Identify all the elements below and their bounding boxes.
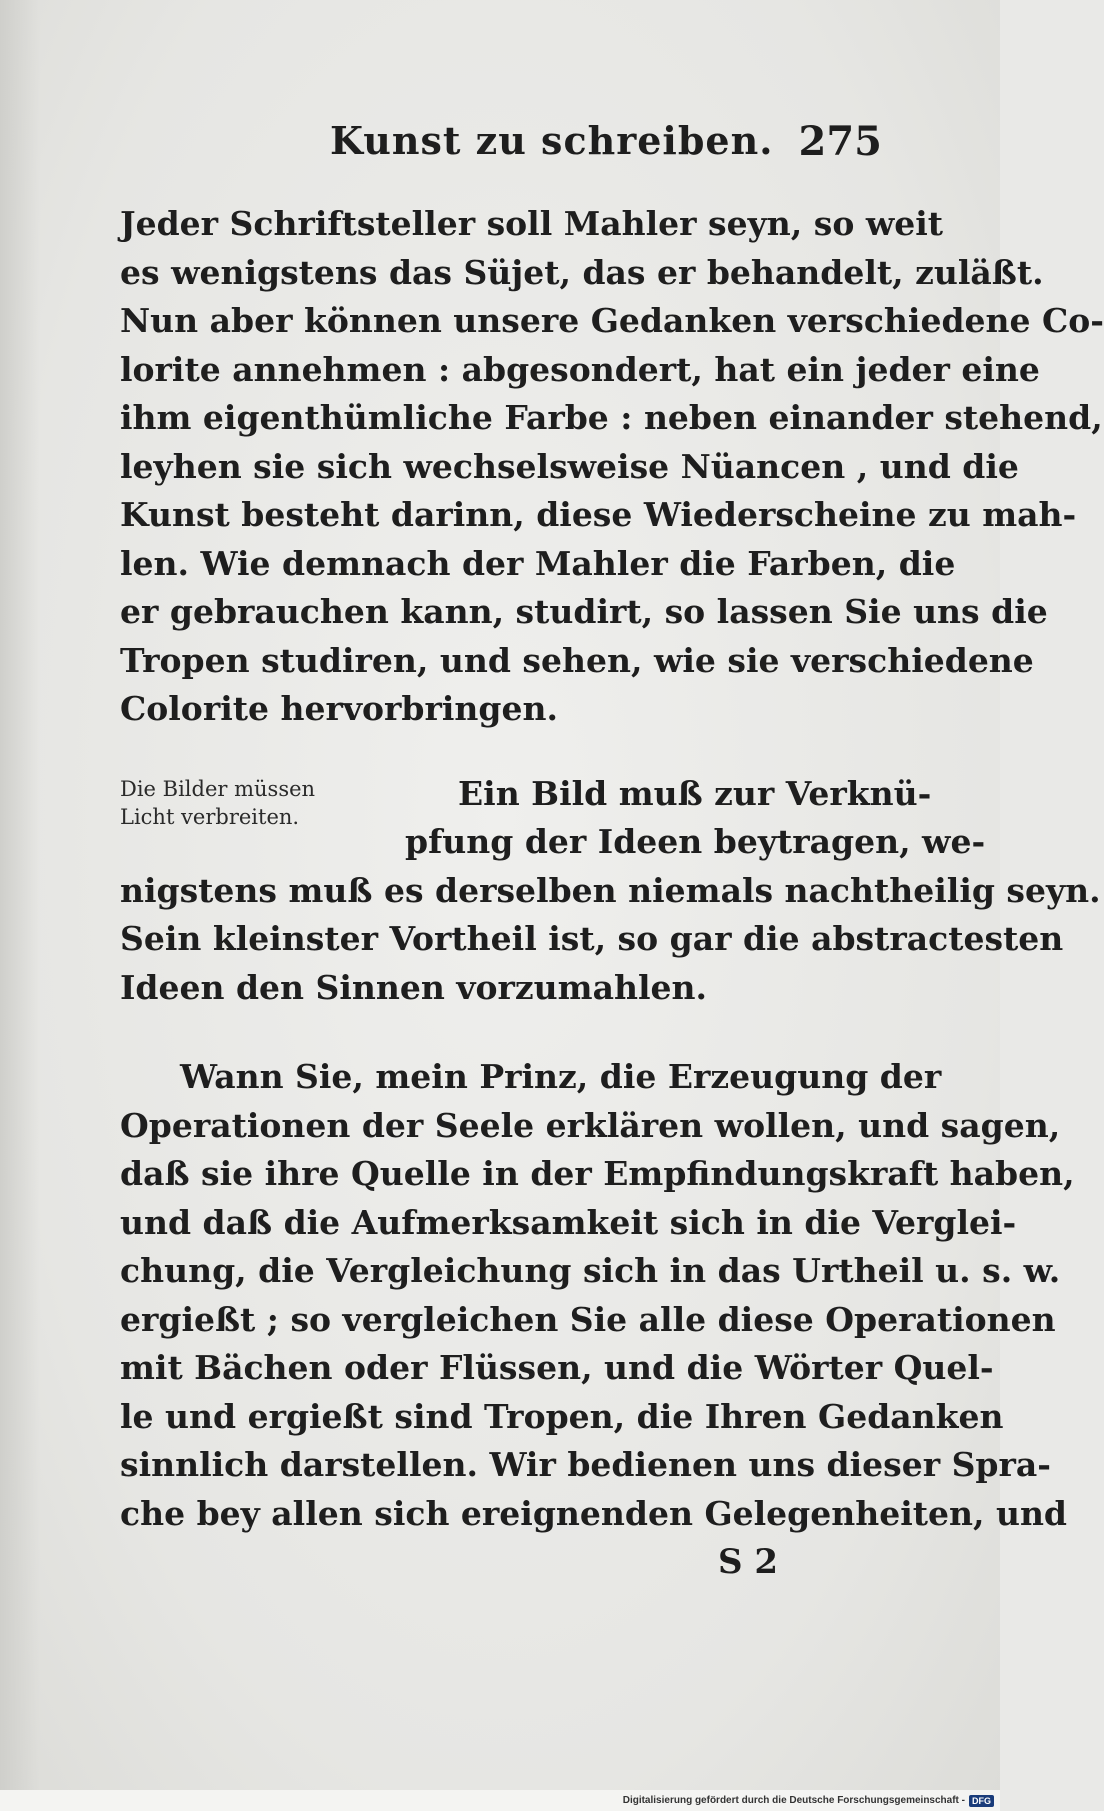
paragraph-2-first-line: Ein Bild muß zur Verknü- [458, 774, 932, 813]
text-line: lorite annehmen : abgesondert, hat ein jeder eine [120, 349, 1040, 389]
text-line: Nun aber können unsere Gedanken verschiedene Co- [120, 301, 1104, 340]
text-line: Kunst besteht darinn, diese Wiederscheine zu mah- [120, 495, 1077, 534]
paragraph-2 [120, 818, 1101, 1012]
text-line: le und ergießt sind Tropen, die Ihren Gedanken [120, 1396, 1004, 1436]
text-line: len. Wie demnach der Mahler die Farben, die [120, 543, 956, 583]
text-line: und daß die Aufmerksamkeit sich in die Verglei- [120, 1202, 1017, 1242]
text-line: Operationen der Seele erklären wollen, und sagen, [120, 1105, 1061, 1145]
text-line: ihm eigenthümliche Farbe : neben einander stehend, [120, 398, 1103, 437]
text-line: Sein kleinster Vortheil ist, so gar die abstractesten [120, 919, 1064, 958]
footer-credit: Digitalisierung gefördert durch die Deutsche Forschungsgemeinschaft - [622, 1795, 965, 1806]
text-line: daß sie ihre Quelle in der Empfindungskraft haben, [120, 1154, 1075, 1193]
paragraph-3 [120, 1053, 1075, 1538]
text-line: es wenigstens das Süjet, das er behandelt, zuläßt. [120, 252, 1044, 292]
text-line: Jeder Schriftsteller soll Mahler seyn, so weit [120, 204, 944, 243]
text-line: Tropen studiren, und sehen, wie sie verschiedene [120, 640, 1034, 680]
text-line: Colorite hervorbringen. [120, 689, 558, 728]
dfg-logo-icon: DFG [969, 1795, 994, 1807]
running-title: Kunst zu schreiben. [330, 118, 774, 163]
text-line: nigstens muß es derselben niemals nachtheilig seyn. [120, 870, 1101, 910]
text-line: mit Bächen oder Flüssen, und die Wörter Quel- [120, 1348, 994, 1387]
text-line: che bey allen sich ereignenden Gelegenheiten, und [120, 1493, 1068, 1533]
page-edge-shadow [0, 0, 40, 1811]
margin-note-line: Die Bilder müssen [120, 777, 316, 801]
page-header [330, 118, 882, 178]
page-number: 275 [798, 118, 882, 165]
text-line: Ideen den Sinnen vorzumahlen. [120, 967, 707, 1007]
text-line: ergießt ; so vergleichen Sie alle diese Operationen [120, 1299, 1056, 1339]
text-line: pfung der Ideen beytragen, we- [405, 822, 986, 861]
text-line: er gebrauchen kann, studirt, so lassen Sie uns die [120, 592, 1048, 631]
digitization-footer [0, 1790, 1000, 1811]
margin-note-line: Licht verbreiten. [120, 805, 300, 829]
text-line: leyhen sie sich wechselsweise Nüancen , und die [120, 446, 1019, 486]
text-line: chung, die Vergleichung sich in das Urtheil u. s. w. [120, 1251, 1061, 1290]
text-line: Wann Sie, mein Prinz, die Erzeugung der [180, 1057, 942, 1096]
paragraph-1 [120, 200, 1104, 734]
text-line: sinnlich darstellen. Wir bedienen uns dieser Spra- [120, 1445, 1051, 1484]
catchword: S 2 [718, 1542, 779, 1582]
